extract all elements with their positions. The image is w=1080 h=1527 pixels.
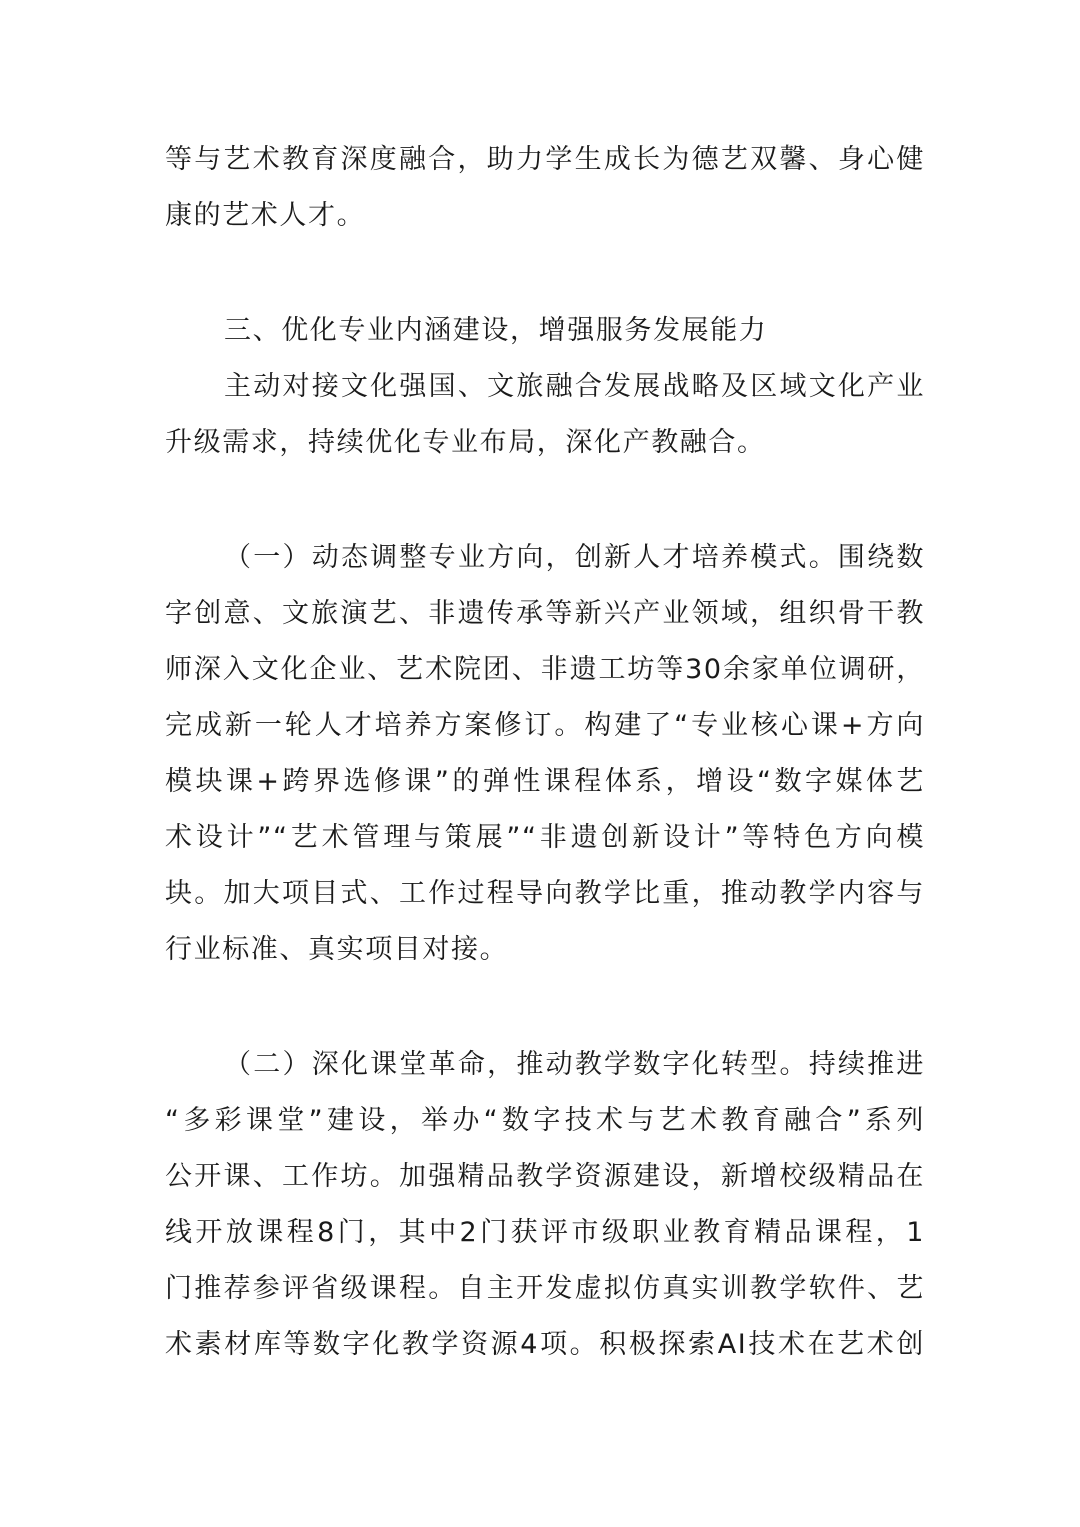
paragraph-line: 块。加大项目式、工作过程导向教学比重，推动教学内容与	[165, 878, 925, 909]
section-heading: 三、优化专业内涵建设，增强服务发展能力	[224, 315, 768, 346]
paragraph-line: 等与艺术教育深度融合，助力学生成长为德艺双馨、身心健	[165, 144, 925, 175]
paragraph-line: “多彩课堂”建设，举办“数字技术与艺术教育融合”系列	[165, 1105, 925, 1136]
paragraph-line: 主动对接文化强国、文旅融合发展战略及区域文化产业	[224, 371, 925, 402]
paragraph-line: 行业标准、真实项目对接。	[165, 934, 509, 965]
paragraph-line: 升级需求，持续优化专业布局，深化产教融合。	[165, 427, 766, 458]
paragraph-line: 康的艺术人才。	[165, 200, 366, 231]
paragraph-line: 门推荐参评省级课程。自主开发虚拟仿真实训教学软件、艺	[165, 1273, 925, 1304]
paragraph-line: 术素材库等数字化教学资源4项。积极探索AI技术在艺术创	[165, 1329, 925, 1360]
subsection-heading-line: （一）动态调整专业方向，创新人才培养模式。围绕数	[224, 542, 925, 573]
paragraph-line: 公开课、工作坊。加强精品教学资源建设，新增校级精品在	[165, 1161, 925, 1192]
paragraph-line: 字创意、文旅演艺、非遗传承等新兴产业领域，组织骨干教	[165, 598, 925, 629]
paragraph-line: 线开放课程8门，其中2门获评市级职业教育精品课程，1	[165, 1217, 925, 1248]
paragraph-line: 完成新一轮人才培养方案修订。构建了“专业核心课+方向	[165, 710, 925, 741]
paragraph-line: 术设计”“艺术管理与策展”“非遗创新设计”等特色方向模	[165, 822, 925, 853]
subsection-heading-line: （二）深化课堂革命，推动教学数字化转型。持续推进	[224, 1049, 925, 1080]
paragraph-line: 模块课+跨界选修课”的弹性课程体系，增设“数字媒体艺	[165, 766, 925, 797]
paragraph-line: 师深入文化企业、艺术院团、非遗工坊等30余家单位调研，	[165, 654, 925, 685]
